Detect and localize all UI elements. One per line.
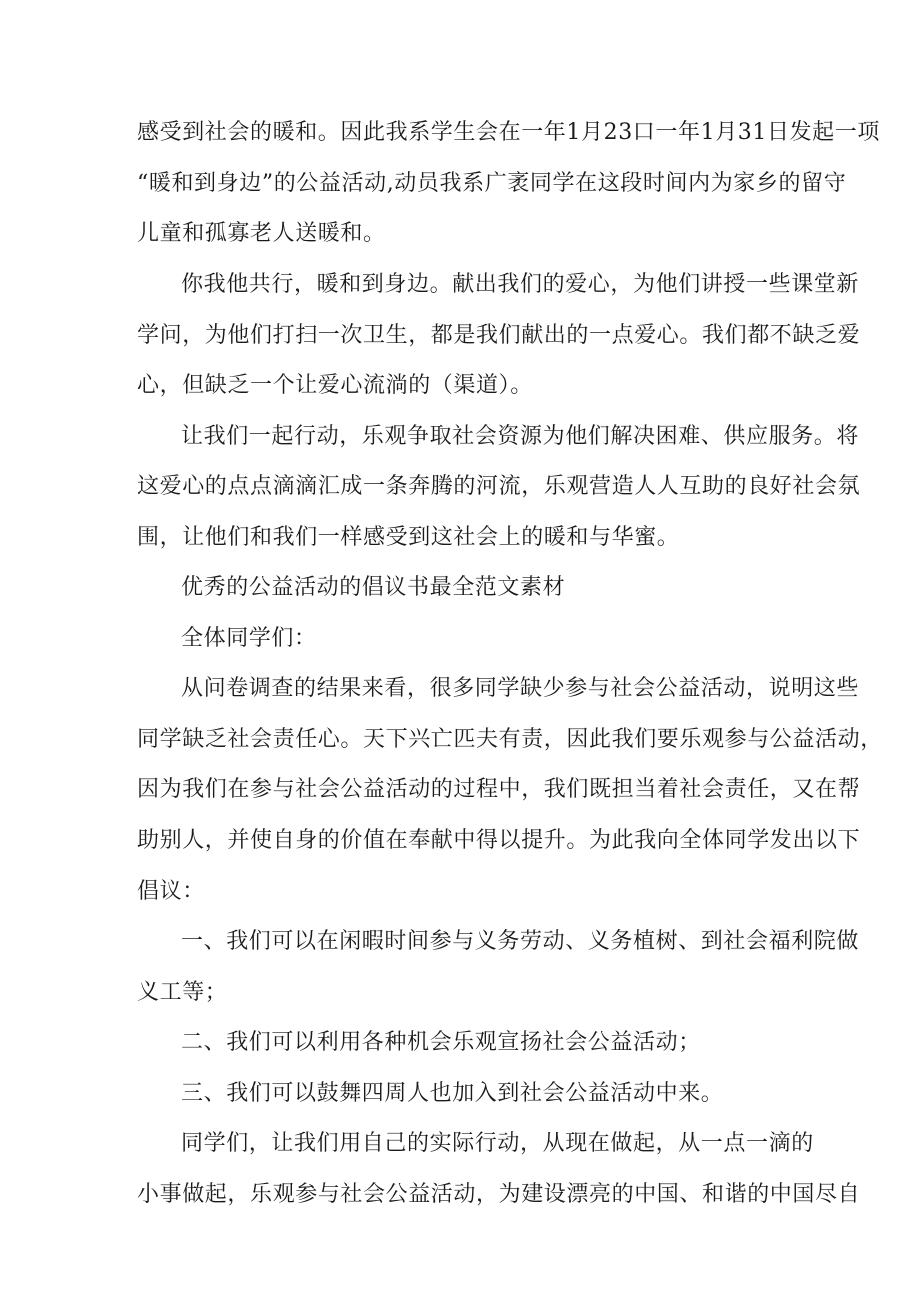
- text-line: 围，让他们和我们一样感受到这社会上的暖和与华蜜。: [137, 525, 680, 550]
- section-title: 优秀的公益活动的倡议书最全范文素材: [181, 575, 566, 600]
- text-line: 倡议：: [137, 879, 205, 904]
- text-line: 感受到社会的暖和。因此我系学生会在一年1月23口一年1月31日发起一项: [137, 120, 880, 145]
- text-line: 小事做起，乐观参与社会公益活动，为建设漂亮的中国、和谐的中国尽自: [137, 1182, 861, 1207]
- text-line: “暖和到身边”的公益活动,动员我系广袤同学在这段时间内为家乡的留守: [137, 171, 847, 196]
- text-line: 同学缺乏社会责任心。天下兴亡匹夫有责，因此我们要乐观参与公益活动，: [137, 727, 883, 752]
- list-item: 二、我们可以利用各种机会乐观宣扬社会公益活动；: [181, 1030, 701, 1055]
- text-line: 学问，为他们打扫一次卫生，都是我们献出的一点爱心。我们都不缺乏爱: [137, 323, 861, 348]
- salutation: 全体同学们：: [181, 626, 317, 651]
- text-line: 心，但缺乏一个让爱心流淌的（渠道）。: [137, 373, 533, 398]
- text-line: 儿童和孤寡老人送暖和。: [137, 221, 386, 246]
- list-item: 一、我们可以在闲暇时间参与义务劳动、义务植树、到社会福利院做: [181, 929, 860, 954]
- text-line: 从问卷调查的结果来看，很多同学缺少参与社会公益活动，说明这些: [181, 676, 860, 701]
- list-item: 义工等；: [137, 980, 228, 1005]
- text-line: 助别人，并使自身的价值在奉献中得以提升。为此我向全体同学发出以下: [137, 828, 861, 853]
- text-line: 同学们，让我们用自己的实际行动，从现在做起，从一点一滴的: [181, 1131, 814, 1156]
- text-line: 因为我们在参与社会公益活动的过程中，我们既担当着社会责任，又在帮: [137, 777, 861, 802]
- text-line: 让我们一起行动，乐观争取社会资源为他们解决困难、供应服务。将: [181, 424, 860, 449]
- list-item: 三、我们可以鼓舞四周人也加入到社会公益活动中来。: [181, 1081, 724, 1106]
- text-line: 你我他共行，暖和到身边。献出我们的爱心，为他们讲授一些课堂新: [181, 272, 860, 297]
- text-line: 这爱心的点点滴滴汇成一条奔腾的河流，乐观营造人人互助的良好社会氛: [137, 474, 861, 499]
